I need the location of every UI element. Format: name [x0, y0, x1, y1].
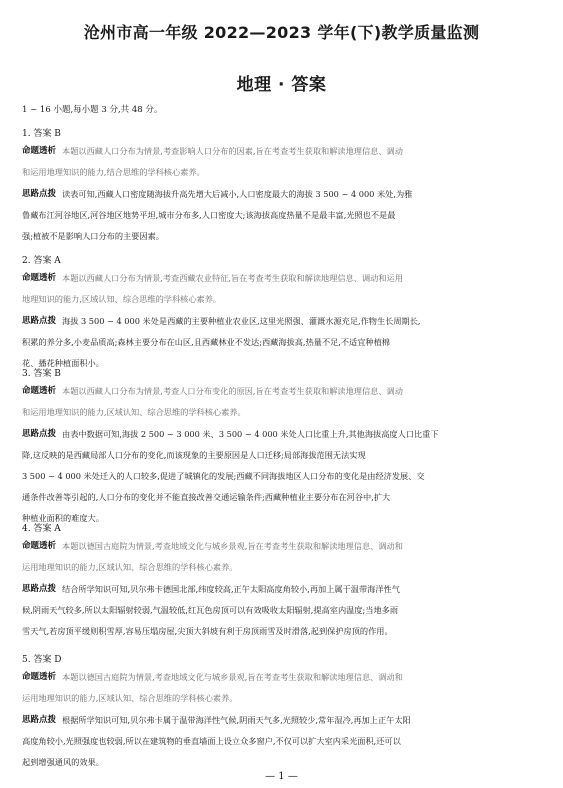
explanation-line: 运用地理知识的能力,区域认知、综合思维的学科核心素养。 [22, 692, 238, 703]
section-label: 思路点拨 [22, 189, 57, 200]
subject-title: 地理 · 答案 [236, 75, 327, 95]
section-label: 思路点拨 [22, 316, 57, 327]
explanation-line: 强;植被不是影响人口分布的主要因素。 [22, 230, 164, 241]
explanation-line: 种植业面积的难度大。 [22, 512, 104, 523]
explanation-line: 本题以西藏人口分布为情景,考查人口分布变化的原因,旨在考查考生获取和解读地理信息、调动 [62, 386, 403, 396]
page-header-title: 沧州市高一年级 2022—2023 学年(下)教学质量监测 [83, 23, 480, 42]
explanation-line: 鲁藏布江河谷地区,河谷地区地势平坦,城市分布多,人口密度大;该海拔高度热量不是最丰富,光照也不是最 [22, 210, 396, 221]
explanation-line: 海拔 3 500 ~ 4 000 米处是西藏的主要种植业农业区,这里光照强、灌溉水源充足,作物生长周期长, [62, 316, 421, 327]
explanation-line: 读表可知,西藏人口密度随海拔升高先增大后减小,人口密度最大的海拔 3 500 ~ 4 000 米处,为雅 [62, 189, 413, 200]
explanation-line: 起到增强通风的效果。 [22, 756, 104, 767]
section-label: 命题透析 [22, 672, 57, 682]
explanation-line: 本题以德国古庭院为情景,考查地域文化与城乡景观,旨在考查考生获取和解读地理信息、调动和 [62, 541, 403, 551]
explanation-line: 由表中数据可知,海拔 2 500 ~ 3 000 米、3 500 ~ 4 000 米处人口比重上升,其他海拔高度人口比重下 [62, 429, 439, 440]
section-label: 命题透析 [22, 273, 57, 283]
explanation-line: 地理知识的能力,区域认知、综合思维的学科核心素养。 [22, 293, 222, 304]
section-label: 思路点拨 [22, 429, 57, 440]
explanation-line: 本题以德国古庭院为情景,考查地域文化与城乡景观,旨在考查考生获取和解读地理信息、调动和 [62, 672, 403, 682]
explanation-line: 积累的养分多,小麦品质高;森林主要分布在山区,且西藏林业不发达;西藏海拔高,热量不足,不适宜种植棉 [22, 337, 390, 348]
answer-heading: 3. 答案 B [22, 369, 61, 379]
section-label: 命题透析 [22, 146, 57, 156]
explanation-line: 和运用地理知识的能力,区域认知、综合思维的学科核心素养。 [22, 406, 246, 417]
page-number: — 1 — [265, 771, 298, 782]
explanation-line: 本题以西藏人口分布为情景,考查影响人口分布的因素,旨在考查考生获取和解读地理信息、调动 [62, 146, 403, 156]
explanation-line: 候,阴雨天气较多,所以太阳辐射较弱,气温较低,红瓦色房顶可以有效吸收太阳辐射,提高室内温度;当地多雨 [22, 605, 399, 616]
section-label: 思路点拨 [22, 715, 57, 726]
explanation-line: 本题以西藏人口分布为情景,考查西藏农业特征,旨在考查考生获取和解读地理信息、调动和运用 [62, 273, 403, 283]
answer-heading: 2. 答案 A [22, 256, 61, 266]
explanation-line: 运用地理知识的能力,区域认知、综合思维的学科核心素养。 [22, 561, 238, 572]
explanation-line: 降,这反映的是西藏局部人口分布的变化,而该现象的主要原因是人口迁移;局部海拔范围无法实现 [22, 450, 366, 461]
answer-heading: 5. 答案 D [22, 655, 62, 665]
intro-note: 1 ~ 16 小题,每小题 3 分,共 48 分。 [22, 105, 163, 115]
section-label: 思路点拨 [22, 584, 57, 595]
section-label: 命题透析 [22, 386, 57, 396]
answer-heading: 1. 答案 B [22, 129, 61, 139]
explanation-line: 花、播花种植面积小。 [22, 357, 104, 368]
section-label: 命题透析 [22, 541, 57, 551]
explanation-line: 高度角较小,光照强度也较弱,所以在建筑物的垂直墙面上设立众多窗户,不仅可以扩大室内采光面积,还可以 [22, 736, 401, 747]
explanation-line: 结合所学知识可知,贝尔弗卡德国北部,纬度较高,正午太阳高度角较小,再加上属于温带海洋性气 [62, 584, 400, 595]
explanation-line: 根据所学知识可知,贝尔弗卡属于温带海洋性气候,阴雨天气多,光照较少,常年湿冷,再加上正午太阳 [62, 715, 411, 726]
explanation-line: 和运用地理知识的能力,结合思维的学科核心素养。 [22, 166, 205, 177]
explanation-line: 3 500 ~ 4 000 米处迁入的人口较多,促进了城镇化的发展;西藏不同海拔地区人口分布的变化是由经济发展、交 [22, 470, 425, 481]
answer-heading: 4. 答案 A [22, 524, 61, 534]
explanation-line: 通条件改善等引起的,人口分布的变化并不能直接改善交通运输条件;西藏种植业主要分布在河谷中,扩大 [22, 491, 391, 502]
explanation-line: 雪天气,若房顶平缓则积雪厚,容易压塌房屋,尖顶大斜坡有利于房顶雨雪及时滑落,起到保护房顶的作用。 [22, 625, 393, 636]
